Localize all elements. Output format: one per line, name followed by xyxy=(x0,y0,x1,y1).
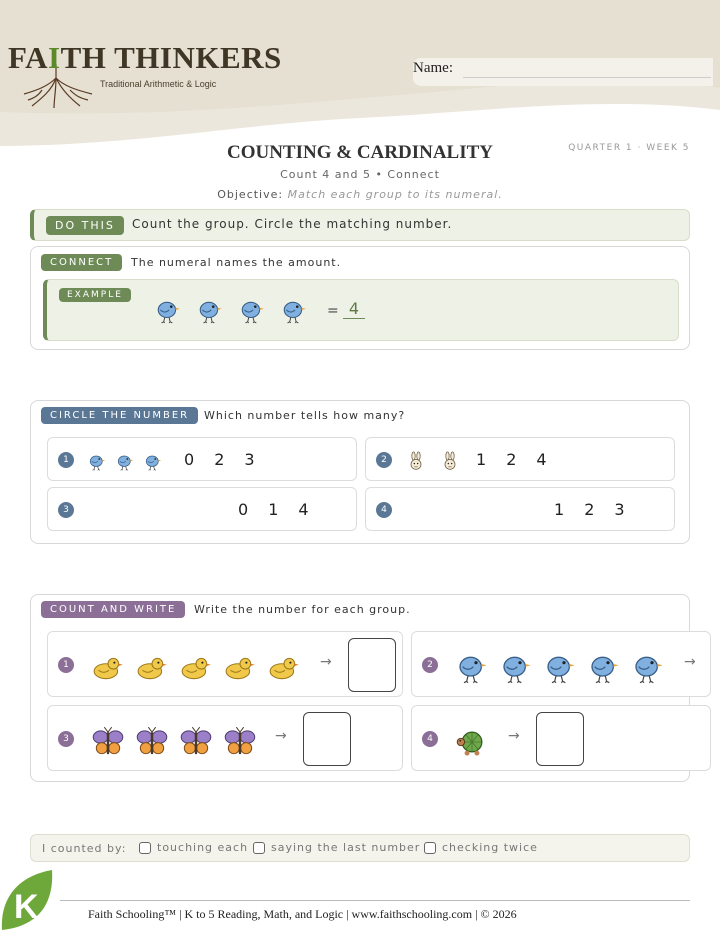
circle-item-2 xyxy=(365,437,675,481)
blue-bird-icon xyxy=(456,652,488,688)
objective xyxy=(0,188,720,201)
count-tag: COUNT AND WRITE xyxy=(41,601,185,618)
choice-number[interactable]: 4 xyxy=(536,450,547,469)
checkbox-touching-each[interactable] xyxy=(139,841,248,854)
circle-tag: CIRCLE THE NUMBER xyxy=(41,407,198,424)
blue-bird-icon xyxy=(88,453,106,475)
checkbox-saying-last-number[interactable] xyxy=(253,841,420,854)
blue-bird-icon xyxy=(116,453,134,475)
choice-number[interactable]: 4 xyxy=(298,500,309,519)
choice-number[interactable]: 2 xyxy=(506,450,517,469)
number-choices xyxy=(476,450,547,469)
count-item-1 xyxy=(47,631,403,697)
checkbox[interactable] xyxy=(139,842,151,854)
item-number-badge: 1 xyxy=(58,452,74,468)
choice-number[interactable]: 3 xyxy=(614,500,625,519)
item-number-badge: 2 xyxy=(376,452,392,468)
connect-tag: CONNECT xyxy=(41,254,122,271)
count-item-3 xyxy=(47,705,403,771)
item-icons xyxy=(92,726,256,762)
item-icons xyxy=(92,652,300,688)
blue-bird-icon xyxy=(281,298,307,328)
header-banner xyxy=(0,0,720,150)
arrow-icon: → xyxy=(508,728,520,744)
choice-number[interactable]: 1 xyxy=(554,500,565,519)
answer-box[interactable] xyxy=(303,712,351,766)
number-choices xyxy=(554,500,625,519)
connect-text: The numeral names the amount. xyxy=(131,256,342,269)
blue-bird-icon xyxy=(155,298,181,328)
checkbox-label: saying the last number xyxy=(271,841,421,854)
yellow-chick-icon xyxy=(224,652,256,688)
choice-number[interactable]: 0 xyxy=(184,450,195,469)
checkbox[interactable] xyxy=(424,842,436,854)
answer-box[interactable] xyxy=(536,712,584,766)
count-and-write-section xyxy=(30,594,696,782)
circle-item-3 xyxy=(47,487,357,531)
circle-the-number-section xyxy=(30,400,690,544)
counted-by-label: I counted by: xyxy=(42,842,127,855)
answer-box[interactable] xyxy=(348,638,396,692)
item-number-badge: 4 xyxy=(422,731,438,747)
item-number-badge: 2 xyxy=(422,657,438,673)
blue-bird-icon xyxy=(239,298,265,328)
example-tag: EXAMPLE xyxy=(59,288,131,302)
item-number-badge: 3 xyxy=(58,502,74,518)
logo-letter: K xyxy=(14,888,39,926)
example-answer: 4 xyxy=(343,299,365,319)
quarter-week-label: QUARTER 1 · WEEK 5 xyxy=(568,143,690,153)
item-icons xyxy=(456,652,664,688)
butterfly-icon xyxy=(136,726,168,762)
choice-number[interactable]: 2 xyxy=(214,450,225,469)
item-icons xyxy=(456,726,488,762)
do-this-tag: DO THIS xyxy=(46,216,124,235)
blue-bird-icon xyxy=(544,652,576,688)
count-text: Write the number for each group. xyxy=(194,603,411,616)
arrow-icon: → xyxy=(684,654,696,670)
number-choices xyxy=(238,500,309,519)
choice-number[interactable]: 1 xyxy=(268,500,279,519)
blue-bird-icon xyxy=(588,652,620,688)
item-number-badge: 1 xyxy=(58,657,74,673)
arrow-icon: → xyxy=(320,654,332,670)
footer-divider xyxy=(60,900,690,901)
circle-text: Which number tells how many? xyxy=(204,409,406,422)
leaf-k-logo-icon xyxy=(0,868,56,932)
blue-bird-icon xyxy=(197,298,223,328)
checkbox[interactable] xyxy=(253,842,265,854)
blue-bird-icon xyxy=(500,652,532,688)
name-area xyxy=(413,58,713,86)
circle-item-4 xyxy=(365,487,675,531)
name-field[interactable] xyxy=(463,77,711,78)
equals-sign: = xyxy=(327,303,339,319)
bunny-icon xyxy=(406,451,426,475)
yellow-chick-icon xyxy=(180,652,212,688)
do-this-bar xyxy=(30,209,690,241)
item-icons xyxy=(88,453,162,475)
checkbox-checking-twice[interactable] xyxy=(424,841,538,854)
item-number-badge: 4 xyxy=(376,502,392,518)
yellow-chick-icon xyxy=(136,652,168,688)
choice-number[interactable]: 1 xyxy=(476,450,487,469)
number-choices xyxy=(184,450,255,469)
footer-text: Faith Schooling™ | K to 5 Reading, Math, and Logic | www.faithschooling.com | © 2026 xyxy=(88,907,517,921)
blue-bird-icon xyxy=(632,652,664,688)
tagline: Traditional Arithmetic & Logic xyxy=(100,79,217,89)
counted-by-bar xyxy=(30,834,690,862)
blue-bird-icon xyxy=(144,453,162,475)
butterfly-icon xyxy=(92,726,124,762)
do-this-text: Count the group. Circle the matching number. xyxy=(132,217,453,231)
example-box xyxy=(43,279,679,341)
turtle-icon xyxy=(456,726,488,762)
choice-number[interactable]: 3 xyxy=(244,450,255,469)
yellow-chick-icon xyxy=(268,652,300,688)
page-title: COUNTING & CARDINALITY xyxy=(226,142,494,163)
count-item-2 xyxy=(411,631,711,697)
butterfly-icon xyxy=(224,726,256,762)
example-icons xyxy=(155,298,307,328)
item-icons xyxy=(406,451,460,475)
checkbox-label: checking twice xyxy=(442,841,538,854)
connect-section xyxy=(30,246,690,350)
yellow-chick-icon xyxy=(92,652,124,688)
name-label: Name: xyxy=(413,60,453,76)
circle-item-1 xyxy=(47,437,357,481)
bunny-icon xyxy=(440,451,460,475)
count-item-4 xyxy=(411,705,711,771)
checkbox-label: touching each xyxy=(157,841,249,854)
choice-number[interactable]: 0 xyxy=(238,500,249,519)
page-subtitle: Count 4 and 5 • Connect xyxy=(280,168,440,181)
choice-number[interactable]: 2 xyxy=(584,500,595,519)
item-number-badge: 3 xyxy=(58,731,74,747)
objective-text: Match each group to its numeral. xyxy=(287,188,503,201)
brand-logo: FAITH THINKERS xyxy=(8,40,282,75)
leaf-i-icon: I xyxy=(48,40,61,75)
objective-label: Objective: xyxy=(217,188,284,201)
arrow-icon: → xyxy=(275,728,287,744)
butterfly-icon xyxy=(180,726,212,762)
